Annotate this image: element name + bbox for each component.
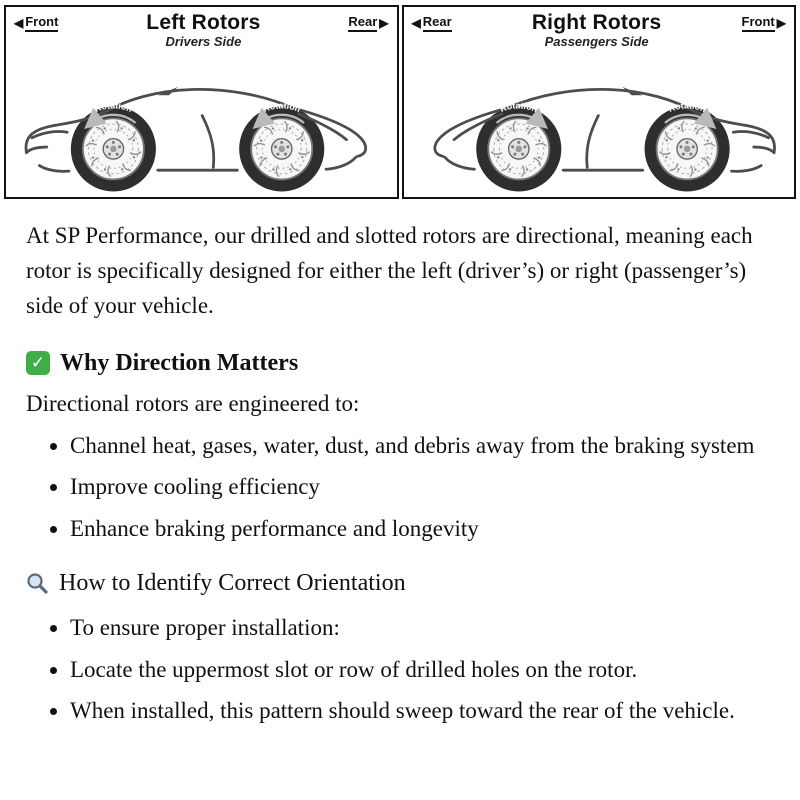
right-panel-subtitle: Passengers Side [544, 34, 649, 49]
left-panel-header [6, 7, 397, 49]
right-car-illustration [404, 49, 795, 197]
rotation-label: Rotation [261, 100, 302, 115]
rear-label: Rear [348, 14, 377, 32]
left-panel-subtitle: Drivers Side [165, 34, 242, 49]
why-bullet-list [26, 429, 774, 547]
rotation-label: Rotation [93, 100, 134, 115]
right-rotors-panel [402, 5, 797, 199]
arrow-left-icon: ◀ [14, 16, 24, 30]
list-item: • When installed, this pattern should sweep toward the rear of the vehicle. [70, 694, 774, 729]
left-panel-title: Left Rotors [146, 11, 261, 34]
list-item: • Channel heat, gases, water, dust, and debris away from the braking system [70, 429, 774, 464]
right-panel-title-wrap [452, 11, 742, 49]
front-label: Front [742, 14, 775, 32]
intro-paragraph: At SP Performance, our drilled and slotted rotors are directional, meaning each rotor is specifically designed for either the left (driver’s) or right (passenger’s) side of your vehicle. [26, 223, 753, 318]
rotation-label: Rotation [498, 100, 539, 115]
left-car-illustration [6, 49, 397, 197]
right-panel-title: Right Rotors [531, 11, 662, 34]
engineered-lead: Directional rotors are engineered to: [26, 390, 360, 416]
arrow-left-icon: ◀ [411, 16, 421, 30]
check-icon: ✓ [26, 351, 50, 375]
list-item: • To ensure proper installation: [70, 611, 774, 646]
arrow-right-icon: ▶ [776, 16, 786, 30]
right-panel-header [404, 7, 795, 49]
front-label: Front [25, 14, 58, 32]
list-item: • Improve cooling efficiency [70, 470, 774, 505]
list-item: • Enhance braking performance and longevity [70, 512, 774, 547]
rotation-label: Rotation [666, 100, 707, 115]
left-rotors-panel [4, 5, 399, 199]
why-direction-heading: Why Direction Matters [60, 349, 299, 376]
arrow-right-icon: ▶ [379, 16, 389, 30]
rear-label: Rear [423, 14, 452, 32]
rotor-direction-diagram [0, 0, 800, 199]
identify-heading: How to Identify Correct Orientation [59, 570, 406, 597]
rear-edge-label [348, 14, 388, 32]
rear-edge-label [412, 14, 452, 32]
front-edge-label [14, 14, 58, 32]
magnifier-icon [26, 572, 49, 595]
list-item: • Locate the uppermost slot or row of drilled holes on the rotor. [70, 653, 774, 688]
identify-bullet-list [26, 611, 774, 729]
why-direction-heading-row [26, 350, 774, 377]
front-edge-label [742, 14, 786, 32]
article-body [0, 199, 800, 761]
identify-heading-row [26, 570, 774, 597]
left-panel-title-wrap [58, 11, 348, 49]
